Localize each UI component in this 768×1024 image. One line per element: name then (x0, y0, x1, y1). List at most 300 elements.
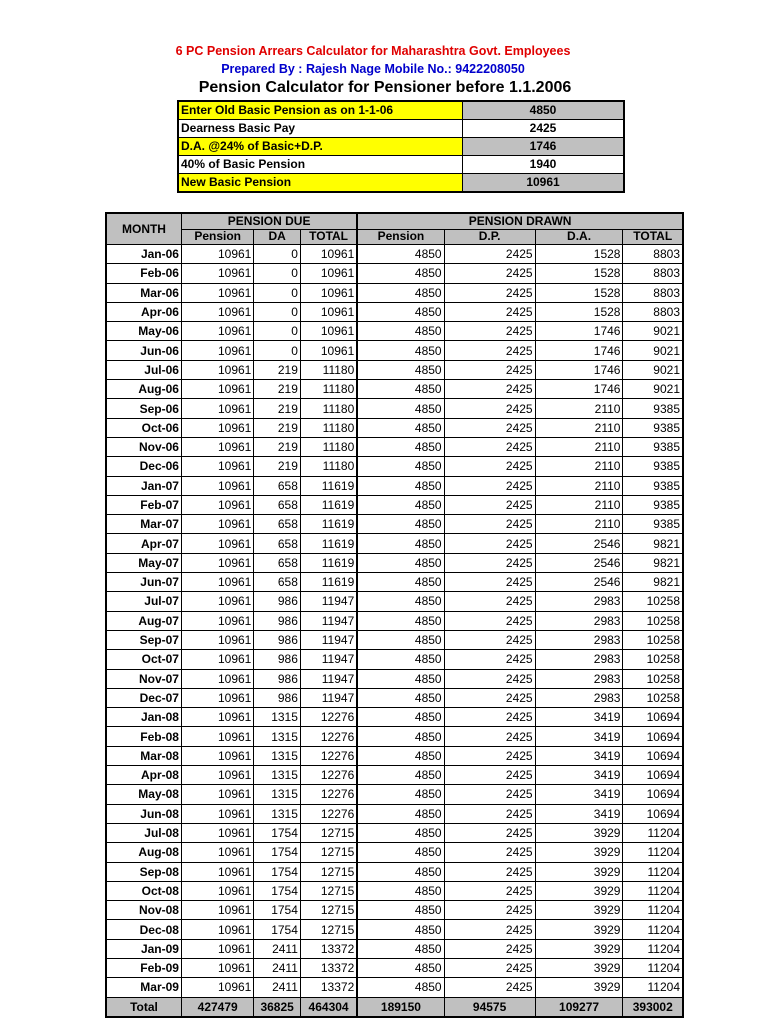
value-cell: 10961 (181, 573, 253, 592)
value-cell: 986 (254, 669, 301, 688)
value-cell: 2425 (444, 823, 535, 842)
value-cell: 12276 (300, 766, 357, 785)
value-cell: 11204 (623, 843, 683, 862)
month-cell: Sep-06 (106, 399, 181, 418)
value-cell: 2546 (535, 553, 623, 572)
value-cell: 9021 (623, 380, 683, 399)
value-cell: 4850 (357, 901, 444, 920)
value-cell: 11947 (300, 611, 357, 630)
value-cell: 4850 (357, 534, 444, 553)
value-cell: 4850 (357, 399, 444, 418)
table-row (106, 901, 683, 920)
value-cell: 2425 (444, 920, 535, 939)
value-cell: 986 (254, 611, 301, 630)
value-cell: 9385 (623, 399, 683, 418)
month-cell: Sep-08 (106, 862, 181, 881)
value-cell: 2425 (444, 283, 535, 302)
value-cell: 658 (254, 476, 301, 495)
value-cell: 10961 (181, 322, 253, 341)
arrears-table (105, 212, 684, 1018)
value-cell: 1754 (254, 823, 301, 842)
value-cell: 4850 (357, 766, 444, 785)
value-cell: 10961 (300, 245, 357, 264)
value-cell: 11204 (623, 939, 683, 958)
value-cell: 10961 (181, 708, 253, 727)
value-cell: 3419 (535, 804, 623, 823)
table-row (106, 978, 683, 997)
value-cell: 3419 (535, 766, 623, 785)
table-row (106, 283, 683, 302)
value-cell: 1528 (535, 264, 623, 283)
value-cell: 10961 (181, 283, 253, 302)
input-value: 1746 (463, 138, 625, 156)
value-cell: 4850 (357, 804, 444, 823)
month-cell: Dec-06 (106, 457, 181, 476)
value-cell: 2425 (444, 708, 535, 727)
table-row (106, 958, 683, 977)
value-cell: 11947 (300, 592, 357, 611)
value-cell: 2983 (535, 688, 623, 707)
value-cell: 12276 (300, 708, 357, 727)
table-row (106, 534, 683, 553)
month-cell: Jan-09 (106, 939, 181, 958)
input-value: 1940 (463, 156, 625, 174)
value-cell: 12715 (300, 920, 357, 939)
value-cell: 10961 (181, 862, 253, 881)
value-cell: 12276 (300, 746, 357, 765)
value-cell: 10258 (623, 650, 683, 669)
input-table (177, 100, 625, 193)
value-cell: 4850 (357, 592, 444, 611)
value-cell: 4850 (357, 245, 444, 264)
value-cell: 36825 (254, 997, 301, 1017)
value-cell: 10961 (181, 515, 253, 534)
table-row (106, 630, 683, 649)
value-cell: 10961 (300, 264, 357, 283)
value-cell: 986 (254, 592, 301, 611)
value-cell: 2425 (444, 399, 535, 418)
value-cell: 4850 (357, 553, 444, 572)
value-cell: 0 (254, 341, 301, 360)
value-cell: 4850 (357, 862, 444, 881)
total-row (106, 997, 683, 1017)
value-cell: 10694 (623, 746, 683, 765)
value-cell: 11619 (300, 515, 357, 534)
value-cell: 8803 (623, 245, 683, 264)
value-cell: 1528 (535, 245, 623, 264)
value-cell: 2425 (444, 901, 535, 920)
value-cell: 2425 (444, 592, 535, 611)
value-cell: 11619 (300, 573, 357, 592)
value-cell: 2425 (444, 360, 535, 379)
value-cell: 11180 (300, 418, 357, 437)
month-cell: Nov-07 (106, 669, 181, 688)
value-cell: 10961 (181, 688, 253, 707)
value-cell: 2425 (444, 437, 535, 456)
value-cell: 2425 (444, 495, 535, 514)
value-cell: 11947 (300, 630, 357, 649)
value-cell: 0 (254, 245, 301, 264)
month-cell: Aug-06 (106, 380, 181, 399)
table-row (106, 785, 683, 804)
input-label: Enter Old Basic Pension as on 1-1-06 (178, 101, 463, 120)
value-cell: 4850 (357, 939, 444, 958)
table-row (106, 611, 683, 630)
value-cell: 10961 (181, 650, 253, 669)
value-cell: 2425 (444, 264, 535, 283)
input-label: Dearness Basic Pay (178, 120, 463, 138)
value-cell: 12715 (300, 843, 357, 862)
value-cell: 2425 (444, 380, 535, 399)
value-cell: 11180 (300, 360, 357, 379)
value-cell: 10961 (181, 746, 253, 765)
value-cell: 1315 (254, 766, 301, 785)
table-row (106, 341, 683, 360)
value-cell: 2425 (444, 573, 535, 592)
value-cell: 10694 (623, 804, 683, 823)
value-cell: 3929 (535, 939, 623, 958)
month-cell: Jul-07 (106, 592, 181, 611)
month-cell: May-07 (106, 553, 181, 572)
value-cell: 10961 (181, 766, 253, 785)
value-cell: 2983 (535, 669, 623, 688)
value-cell: 2110 (535, 418, 623, 437)
value-cell: 2983 (535, 650, 623, 669)
value-cell: 3929 (535, 901, 623, 920)
value-cell: 1315 (254, 746, 301, 765)
value-cell: 2411 (254, 958, 301, 977)
input-label: D.A. @24% of Basic+D.P. (178, 138, 463, 156)
month-cell: Mar-09 (106, 978, 181, 997)
value-cell: 12715 (300, 862, 357, 881)
value-cell: 2425 (444, 785, 535, 804)
input-value: 10961 (463, 174, 625, 193)
month-cell: Jan-06 (106, 245, 181, 264)
value-cell: 10258 (623, 611, 683, 630)
value-cell: 9385 (623, 476, 683, 495)
month-header: MONTH (106, 213, 181, 245)
month-cell: Total (106, 997, 181, 1017)
value-cell: 4850 (357, 437, 444, 456)
value-cell: 10961 (181, 920, 253, 939)
table-row (106, 843, 683, 862)
value-cell: 2425 (444, 515, 535, 534)
value-cell: 10961 (181, 901, 253, 920)
value-cell: 10961 (181, 437, 253, 456)
table-row (106, 920, 683, 939)
value-cell: 2110 (535, 495, 623, 514)
value-cell: 10961 (181, 843, 253, 862)
value-cell: 4850 (357, 457, 444, 476)
value-cell: 11204 (623, 862, 683, 881)
table-row (106, 823, 683, 842)
value-cell: 2110 (535, 476, 623, 495)
pension-drawn-header: PENSION DRAWN (357, 213, 683, 229)
month-cell: May-08 (106, 785, 181, 804)
value-cell: 11204 (623, 881, 683, 900)
table-row (106, 322, 683, 341)
month-cell: Nov-08 (106, 901, 181, 920)
table-row (106, 302, 683, 321)
value-cell: 427479 (181, 997, 253, 1017)
table-row (106, 881, 683, 900)
value-cell: 4850 (357, 978, 444, 997)
value-cell: 0 (254, 322, 301, 341)
value-cell: 10258 (623, 688, 683, 707)
value-cell: 9385 (623, 495, 683, 514)
value-cell: 3419 (535, 727, 623, 746)
month-cell: Oct-06 (106, 418, 181, 437)
value-cell: 1746 (535, 360, 623, 379)
value-cell: 2983 (535, 611, 623, 630)
value-cell: 2425 (444, 939, 535, 958)
value-cell: 11180 (300, 437, 357, 456)
input-row-40pct (178, 156, 624, 174)
value-cell: 10961 (181, 785, 253, 804)
table-row (106, 650, 683, 669)
value-cell: 10961 (181, 727, 253, 746)
month-cell: Jul-06 (106, 360, 181, 379)
value-cell: 4850 (357, 746, 444, 765)
value-cell: 4850 (357, 958, 444, 977)
month-cell: Dec-07 (106, 688, 181, 707)
month-cell: Jun-08 (106, 804, 181, 823)
month-cell: Jan-07 (106, 476, 181, 495)
month-cell: Oct-07 (106, 650, 181, 669)
value-cell: 10961 (181, 399, 253, 418)
month-cell: Aug-08 (106, 843, 181, 862)
table-row (106, 437, 683, 456)
value-cell: 9021 (623, 360, 683, 379)
value-cell: 4850 (357, 843, 444, 862)
value-cell: 3929 (535, 823, 623, 842)
value-cell: 189150 (357, 997, 444, 1017)
input-row-dearness (178, 120, 624, 138)
month-cell: Nov-06 (106, 437, 181, 456)
table-row (106, 515, 683, 534)
input-row-new-basic (178, 174, 624, 193)
value-cell: 2425 (444, 418, 535, 437)
value-cell: 219 (254, 437, 301, 456)
value-cell: 4850 (357, 823, 444, 842)
sub-header: D.P. (444, 229, 535, 244)
value-cell: 10961 (181, 495, 253, 514)
table-row (106, 245, 683, 264)
value-cell: 219 (254, 399, 301, 418)
value-cell: 0 (254, 264, 301, 283)
value-cell: 658 (254, 534, 301, 553)
value-cell: 2110 (535, 437, 623, 456)
value-cell: 986 (254, 688, 301, 707)
table-row (106, 708, 683, 727)
value-cell: 2425 (444, 457, 535, 476)
value-cell: 4850 (357, 630, 444, 649)
value-cell: 11947 (300, 650, 357, 669)
value-cell: 8803 (623, 283, 683, 302)
table-row (106, 746, 683, 765)
value-cell: 9821 (623, 553, 683, 572)
input-value: 2425 (463, 120, 625, 138)
month-cell: Sep-07 (106, 630, 181, 649)
pension-due-header: PENSION DUE (181, 213, 357, 229)
month-cell: Aug-07 (106, 611, 181, 630)
table-row (106, 264, 683, 283)
value-cell: 11204 (623, 958, 683, 977)
month-cell: Apr-06 (106, 302, 181, 321)
value-cell: 2425 (444, 245, 535, 264)
value-cell: 2425 (444, 746, 535, 765)
value-cell: 2425 (444, 843, 535, 862)
value-cell: 109277 (535, 997, 623, 1017)
value-cell: 10961 (300, 341, 357, 360)
table-row (106, 380, 683, 399)
value-cell: 219 (254, 360, 301, 379)
value-cell: 10961 (181, 978, 253, 997)
value-cell: 10258 (623, 630, 683, 649)
month-cell: Feb-06 (106, 264, 181, 283)
input-row-da (178, 138, 624, 156)
value-cell: 9385 (623, 457, 683, 476)
value-cell: 94575 (444, 997, 535, 1017)
value-cell: 9385 (623, 515, 683, 534)
value-cell: 2425 (444, 727, 535, 746)
value-cell: 3929 (535, 881, 623, 900)
sub-header: Pension (357, 229, 444, 244)
value-cell: 9385 (623, 418, 683, 437)
sub-header: D.A. (535, 229, 623, 244)
value-cell: 4850 (357, 708, 444, 727)
value-cell: 13372 (300, 978, 357, 997)
value-cell: 10961 (181, 881, 253, 900)
value-cell: 12276 (300, 804, 357, 823)
header-line-2: Prepared By : Rajesh Nage Mobile No.: 9422208050 (221, 62, 525, 76)
value-cell: 8803 (623, 302, 683, 321)
value-cell: 3929 (535, 958, 623, 977)
value-cell: 1754 (254, 881, 301, 900)
value-cell: 10961 (181, 939, 253, 958)
value-cell: 2425 (444, 958, 535, 977)
value-cell: 658 (254, 573, 301, 592)
table-row (106, 360, 683, 379)
value-cell: 2425 (444, 476, 535, 495)
value-cell: 1315 (254, 785, 301, 804)
value-cell: 4850 (357, 650, 444, 669)
value-cell: 4850 (357, 727, 444, 746)
value-cell: 393002 (623, 997, 683, 1017)
month-cell: Apr-08 (106, 766, 181, 785)
value-cell: 3419 (535, 708, 623, 727)
input-label: New Basic Pension (178, 174, 463, 193)
value-cell: 4850 (357, 688, 444, 707)
value-cell: 3929 (535, 920, 623, 939)
value-cell: 12276 (300, 727, 357, 746)
month-cell: Feb-07 (106, 495, 181, 514)
value-cell: 12276 (300, 785, 357, 804)
value-cell: 2425 (444, 553, 535, 572)
sub-header: Pension (181, 229, 253, 244)
value-cell: 9821 (623, 573, 683, 592)
value-cell: 1315 (254, 727, 301, 746)
value-cell: 10694 (623, 785, 683, 804)
value-cell: 4850 (357, 573, 444, 592)
value-cell: 4850 (357, 515, 444, 534)
value-cell: 2546 (535, 534, 623, 553)
value-cell: 2425 (444, 688, 535, 707)
value-cell: 1754 (254, 901, 301, 920)
value-cell: 11947 (300, 688, 357, 707)
value-cell: 2110 (535, 457, 623, 476)
value-cell: 10961 (181, 418, 253, 437)
value-cell: 4850 (357, 264, 444, 283)
value-cell: 1746 (535, 341, 623, 360)
value-cell: 2425 (444, 978, 535, 997)
value-cell: 2425 (444, 862, 535, 881)
month-cell: May-06 (106, 322, 181, 341)
value-cell: 3419 (535, 785, 623, 804)
value-cell: 2425 (444, 322, 535, 341)
value-cell: 2425 (444, 534, 535, 553)
value-cell: 2425 (444, 766, 535, 785)
value-cell: 3419 (535, 746, 623, 765)
value-cell: 10961 (181, 476, 253, 495)
value-cell: 986 (254, 630, 301, 649)
value-cell: 4850 (357, 476, 444, 495)
value-cell: 2425 (444, 341, 535, 360)
value-cell: 3929 (535, 862, 623, 881)
value-cell: 11204 (623, 920, 683, 939)
table-row (106, 457, 683, 476)
value-cell: 10961 (181, 592, 253, 611)
value-cell: 3929 (535, 843, 623, 862)
table-row (106, 939, 683, 958)
table-row (106, 592, 683, 611)
table-row (106, 495, 683, 514)
table-row (106, 669, 683, 688)
value-cell: 2983 (535, 630, 623, 649)
value-cell: 4850 (357, 611, 444, 630)
value-cell: 1754 (254, 920, 301, 939)
table-row (106, 727, 683, 746)
input-label: 40% of Basic Pension (178, 156, 463, 174)
value-cell: 10961 (181, 804, 253, 823)
value-cell: 658 (254, 553, 301, 572)
value-cell: 4850 (357, 495, 444, 514)
table-row (106, 766, 683, 785)
value-cell: 4850 (357, 785, 444, 804)
value-cell: 464304 (300, 997, 357, 1017)
value-cell: 2425 (444, 669, 535, 688)
value-cell: 13372 (300, 958, 357, 977)
value-cell: 11204 (623, 978, 683, 997)
value-cell: 1754 (254, 862, 301, 881)
value-cell: 2110 (535, 399, 623, 418)
value-cell: 9021 (623, 322, 683, 341)
table-row (106, 418, 683, 437)
value-cell: 2425 (444, 881, 535, 900)
value-cell: 10694 (623, 727, 683, 746)
value-cell: 4850 (357, 418, 444, 437)
value-cell: 4850 (357, 322, 444, 341)
value-cell: 1754 (254, 843, 301, 862)
value-cell: 10961 (181, 611, 253, 630)
value-cell: 10961 (181, 823, 253, 842)
value-cell: 10961 (181, 302, 253, 321)
value-cell: 2425 (444, 804, 535, 823)
old-basic-pension-input[interactable]: 4850 (463, 101, 625, 120)
value-cell: 9385 (623, 437, 683, 456)
value-cell: 3929 (535, 978, 623, 997)
value-cell: 11619 (300, 553, 357, 572)
